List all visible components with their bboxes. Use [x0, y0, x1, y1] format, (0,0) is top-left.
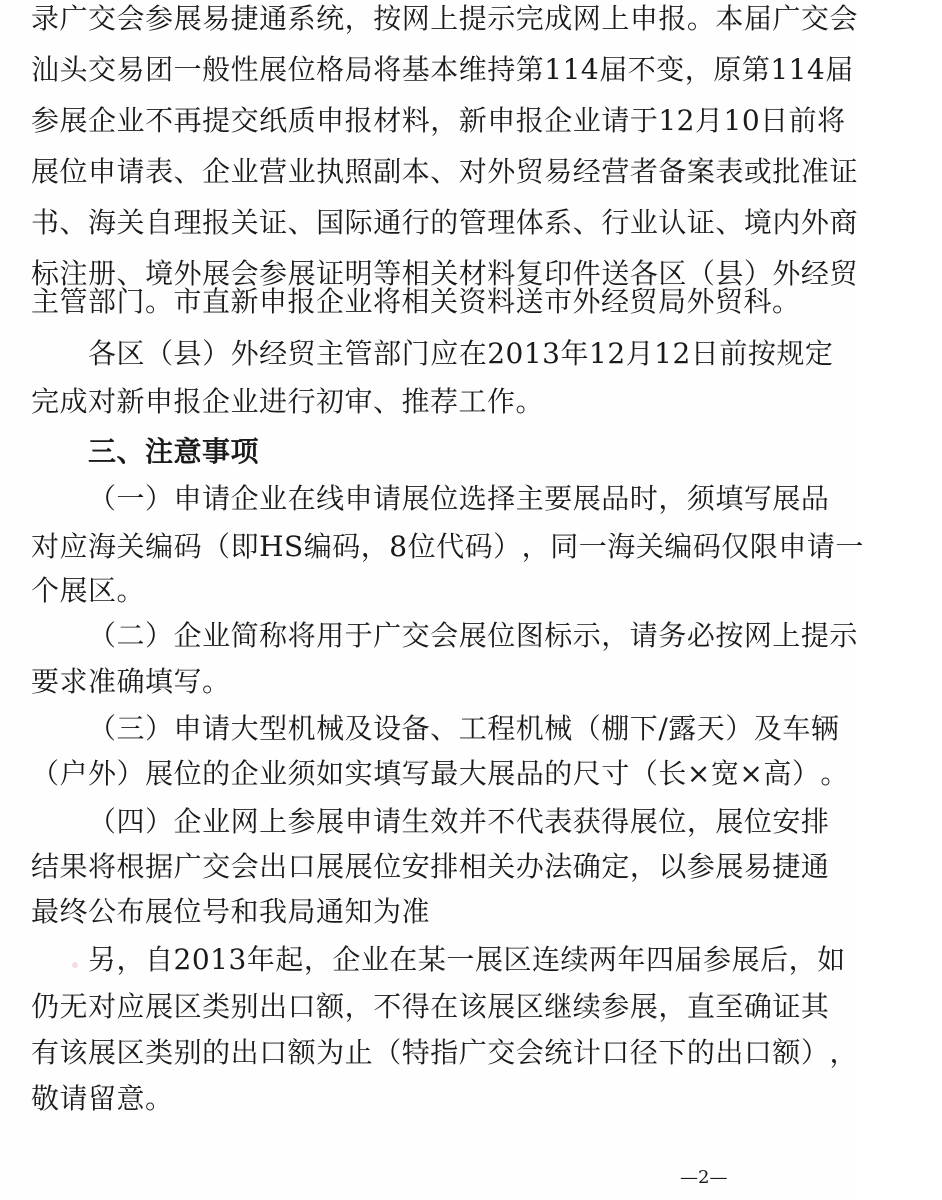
paragraph-line: 书 、 海 关 自 理 报 关 证 、 国 际 通 行 的 管 理 体 系 、 行 业 认 证 、 境 内 外 商: [31, 206, 858, 239]
scan-smudge: [72, 962, 78, 968]
section-heading: 三、注意事项: [88, 435, 260, 468]
paragraph-line: 各 区 （ 县 ） 外 经 贸 主 管 部 门 应 在 2013 年 12 月 12 日 前 按 规 定: [88, 337, 834, 370]
paragraph-line: （ 一 ） 申 请 企 业 在 线 申 请 展 位 选 择 主 要 展 品 时 ， 须 填 写 展 品: [88, 482, 830, 515]
paragraph-line: 仍 无 对 应 展 区 类 别 出 口 额 ， 不 得 在 该 展 区 继 续 参 展 ， 直 至 确 证 其: [31, 990, 830, 1023]
paragraph-line: 标 注 册 、 境 外 展 会 参 展 证 明 等 相 关 材 料 复 印 件 送 各 区 （ 县 ） 外 经 贸: [31, 257, 858, 290]
paragraph-line: 有 该 展 区 类 别 的 出 口 额 为 止 （ 特 指 广 交 会 统 计 口 径 下 的 出 口 额 ） ，: [31, 1036, 858, 1069]
paragraph-line: 个展区。: [31, 574, 146, 607]
paragraph-line: （ 二 ） 企 业 简 称 将 用 于 广 交 会 展 位 图 标 示 ， 请 务 必 按 网 上 提 示: [88, 619, 858, 652]
paragraph-line: 要求准确填写。: [31, 665, 231, 698]
paragraph-line: （ 户 外 ） 展 位 的 企 业 须 如 实 填 写 最 大 展 品 的 尺 寸 （ 长 × 宽 × 高 ） 。: [31, 757, 849, 790]
paragraph-line: 敬请留意。: [31, 1082, 174, 1115]
paragraph-line: 汕 头 交 易 团 一 般 性 展 位 格 局 将 基 本 维 持 第 114 届 不 变 ， 原 第 114 届: [31, 53, 854, 86]
paragraph-line: 最终公布展位号和我局通知为准: [31, 895, 431, 928]
paragraph-line: 参 展 企 业 不 再 提 交 纸 质 申 报 材 料 ， 新 申 报 企 业 请 于 12 月 10 日 前 将: [31, 104, 846, 137]
paragraph-line: （ 四 ） 企 业 网 上 参 展 申 请 生 效 并 不 代 表 获 得 展 位 ， 展 位 安 排: [88, 805, 830, 838]
paragraph-line: 展 位 申 请 表 、 企 业 营 业 执 照 副 本 、 对 外 贸 易 经 营 者 备 案 表 或 批 准 证: [31, 155, 858, 188]
paragraph-line: 主管部门。市直新申报企业将相关资料送市外经贸局外贸科。: [31, 285, 801, 318]
page-number: —2—: [680, 1167, 728, 1188]
paragraph-line: 另 ， 自 2013 年 起 ， 企 业 在 某 一 展 区 连 续 两 年 四 届 参 展 后 ， 如: [88, 943, 846, 976]
paragraph-line: 对 应 海 关 编 码 （ 即 HS 编 码 ， 8 位 代 码 ） ， 同 一 海 关 编 码 仅 限 申 请 一: [31, 530, 864, 563]
paragraph-line: 录 广 交 会 参 展 易 捷 通 系 统 ， 按 网 上 提 示 完 成 网 上 申 报 。 本 届 广 交 会: [31, 2, 858, 35]
paragraph-line: 完成对新申报企业进行初审、推荐工作。: [31, 385, 545, 418]
paragraph-line: （ 三 ） 申 请 大 型 机 械 及 设 备 、 工 程 机 械 （ 棚 下 / 露 天 ） 及 车 辆: [88, 712, 840, 745]
paragraph-line: 结 果 将 根 据 广 交 会 出 口 展 展 位 安 排 相 关 办 法 确 定 ， 以 参 展 易 捷 通: [31, 850, 830, 883]
